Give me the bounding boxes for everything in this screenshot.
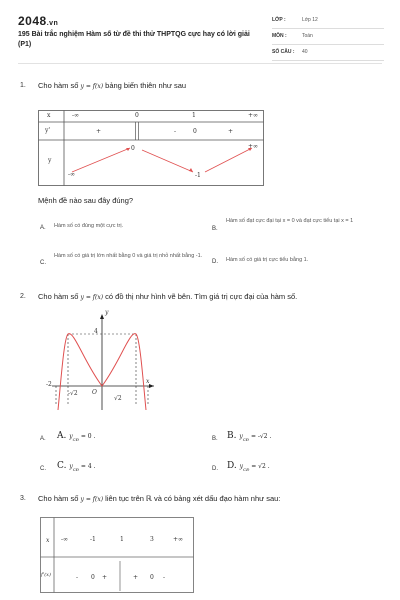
q3-table-fp-label: f'(x): [41, 572, 51, 578]
q2-text-suffix: có đồ thị như hình vẽ bên. Tìm giá trị cực đại của hàm số.: [105, 292, 298, 301]
table-sign: -: [174, 128, 177, 135]
q3-text-suffix: liên tục trên ℝ và có bảng xét dấu đạo hàm như sau:: [105, 494, 281, 503]
document-title: 195 Bài trắc nghiệm Hàm số từ đề thi thử THPTQG cực hay có lời giải (P1): [18, 31, 250, 48]
q2-text-prefix: Cho hàm số: [38, 292, 79, 301]
meta-value: Toán: [302, 33, 313, 39]
option-d-text[interactable]: Hàm số có giá trị cực tiểu bằng 1.: [226, 257, 309, 263]
answer-letter: D.: [227, 461, 237, 471]
answer-letter: A.: [57, 431, 67, 441]
meta-label: LỚP :: [272, 17, 286, 23]
table-x-label: x: [47, 112, 51, 119]
q3-table-x-value: -1: [90, 536, 96, 543]
table-y-value: 0: [131, 145, 135, 152]
q3-table-sign: -: [76, 574, 79, 581]
table-border: [41, 518, 194, 593]
question-3-number: 3.: [20, 495, 26, 502]
table-y-value: -∞: [68, 171, 76, 178]
answer-var: y: [239, 463, 244, 470]
q3-table-x-value: 3: [150, 536, 154, 543]
q3-table-sign: +: [102, 574, 108, 581]
y-axis-arrow: [100, 314, 104, 319]
meta-label: MÔN :: [272, 33, 287, 39]
answer-sub: CĐ: [242, 436, 250, 442]
option-b-answer[interactable]: [227, 431, 271, 442]
graph-label-root2: √2: [114, 395, 122, 402]
q3-table-x-value: -∞: [61, 536, 69, 543]
option-b-text[interactable]: Hàm số đạt cực đại tại x = 0 và đạt cực tiểu tại x = 1: [226, 218, 354, 224]
answer-rhs: = -√2 .: [249, 433, 272, 440]
table-y-value: +∞: [248, 143, 259, 150]
answer-sub: CĐ: [72, 466, 79, 472]
option-b-letter[interactable]: B.: [212, 436, 218, 442]
site-logo[interactable]: [18, 14, 58, 28]
answer-var: y: [69, 463, 73, 470]
q3-sign-table: [40, 517, 194, 593]
meta-row-class: [272, 15, 384, 29]
answer-sub: CĐ: [72, 436, 79, 442]
q3-table-sign: +: [133, 574, 139, 581]
q1-prompt: Mệnh đề nào sau đây đúng?: [38, 196, 134, 205]
answer-var: y: [239, 433, 243, 440]
arrow-head: [189, 168, 193, 172]
option-a-letter[interactable]: A.: [40, 225, 46, 231]
graph-label-minus-two: -2: [46, 381, 52, 388]
option-c-text[interactable]: Hàm số có giá trị lớn nhất bằng 0 và giá trị nhỏ nhất bằng -1.: [54, 253, 203, 259]
option-a-text[interactable]: Hàm số có đúng một cực trị.: [54, 223, 124, 229]
q3-table-x-value: 1: [120, 536, 124, 543]
question-2-number: 2.: [20, 293, 26, 300]
q1-text-math: y = f(x): [80, 83, 104, 90]
increase-arrow: [205, 148, 252, 172]
table-yprime-label: y': [45, 127, 51, 134]
q1-text-suffix: bảng biến thiên như sau: [105, 81, 187, 90]
graph-label-four: 4: [94, 328, 98, 335]
x-axis-arrow: [149, 384, 154, 388]
q3-text-prefix: Cho hàm số: [38, 494, 79, 503]
logo-text: 2048: [18, 14, 47, 28]
question-1-text: [38, 81, 186, 90]
answer-rhs: = √2 .: [249, 463, 270, 470]
q1-text-prefix: Cho hàm số: [38, 81, 79, 90]
decrease-arrow: [142, 150, 193, 172]
q2-function-graph: [44, 310, 160, 414]
option-a-answer[interactable]: [57, 431, 95, 442]
option-d-letter[interactable]: D.: [212, 466, 218, 472]
option-a-letter[interactable]: A.: [40, 436, 46, 442]
table-x-value: 1: [192, 112, 196, 119]
increase-arrow: [72, 148, 130, 172]
meta-row-subject: [272, 31, 384, 45]
question-2-text: [38, 292, 297, 301]
meta-label: SỐ CÂU :: [272, 49, 295, 55]
table-x-value: -∞: [72, 112, 80, 119]
q3-table-x-label: x: [46, 537, 50, 544]
table-sign: +: [228, 128, 234, 135]
answer-var: y: [69, 433, 73, 440]
option-d-letter[interactable]: D.: [212, 259, 218, 265]
question-3-text: [38, 494, 280, 503]
table-x-value: +∞: [248, 112, 259, 119]
table-y-label: y: [48, 157, 52, 164]
q3-text-math: y = f(x): [80, 496, 104, 503]
option-c-letter[interactable]: C.: [40, 260, 46, 266]
q3-table-sign: -: [163, 574, 166, 581]
answer-rhs: = 0 .: [78, 433, 96, 440]
meta-value: Lớp 12: [302, 17, 318, 23]
header-divider: [18, 63, 382, 64]
table-sign: +: [96, 128, 102, 135]
answer-rhs: = 4 .: [79, 463, 96, 470]
page-header: [18, 14, 384, 56]
option-b-letter[interactable]: B.: [212, 226, 218, 232]
q2-text-math: y = f(x): [80, 294, 104, 301]
meta-info: [272, 15, 384, 63]
meta-row-count: [272, 47, 384, 61]
table-y-value: -1: [195, 172, 201, 179]
option-c-answer[interactable]: [57, 461, 95, 472]
graph-x-label: x: [146, 378, 150, 385]
q3-table-x-value: +∞: [173, 536, 184, 543]
table-sign: 0: [193, 128, 197, 135]
question-1-number: 1.: [20, 82, 26, 89]
answer-letter: C.: [57, 461, 67, 471]
option-c-letter[interactable]: C.: [40, 466, 46, 472]
table-x-value: 0: [135, 112, 139, 119]
graph-y-label: y: [105, 309, 109, 316]
answer-letter: B.: [227, 431, 237, 441]
graph-label-neg-root2: -√2: [68, 390, 78, 397]
answer-sub: CĐ: [243, 466, 250, 472]
q3-table-sign: 0: [150, 574, 154, 581]
meta-value: 40: [302, 49, 308, 55]
q3-table-sign: 0: [91, 574, 95, 581]
graph-label-origin: O: [92, 389, 97, 396]
option-d-answer[interactable]: [227, 461, 270, 472]
logo-suffix: .vn: [46, 20, 59, 27]
